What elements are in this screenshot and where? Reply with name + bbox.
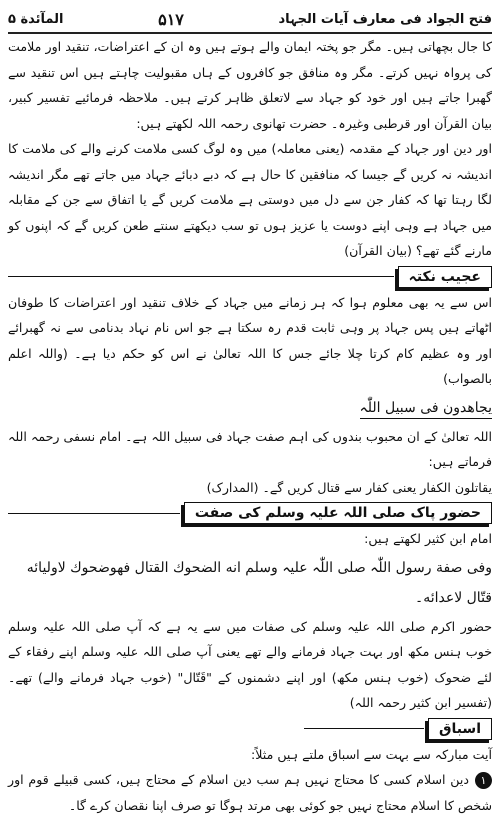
ayah-quote: یجاهدون فی سبیل اللّٰہ — [360, 400, 492, 419]
hadith-text-end: قتّال لاعدائه۔ — [415, 589, 492, 606]
list-item-1 — [8, 767, 492, 818]
paragraph-4: اللہ تعالیٰ کے ان محبوب بندوں کی اہم صفت جہاد فی سبیل اللہ ہے۔ امام نسفی رحمہ اللہ فرماتے ہیں: — [8, 428, 492, 469]
list-item-1-text: دین اسلام کسی کا محتاج نہیں ہم سب دین اسلام کے محتاج ہیں، کسی قبیلے قوم اور شخص کا اسلام محتاج نہیں جو کوئی بھی مرتد ہوگا تو صرف اپنا نقصان کرے گا۔ — [8, 772, 492, 813]
heading-nukta-label: عجیب نکتہ — [398, 266, 492, 288]
paragraph-3: اس سے یہ بھی معلوم ہوا کہ ہر زمانے میں جہاد کے خلاف تنقید اور اعتراضات کا طوفان اٹھاتے ہیں پس جہاد پر وہی ثابت قدم رہ سکتا ہے جو اس نام نہاد بدنامی سے نہ گھبرائے اور وہ عظیم کام کرتا چلا جائے جس کا اللہ تعالیٰ نے اس کو حکم دیا ہے۔ (واللہ اعلم بالصواب) — [8, 294, 492, 386]
heading-sifat-label: حضور پاک صلی اللہ علیہ وسلم کی صفت — [184, 502, 492, 524]
list-number-badge: ١ — [475, 772, 492, 789]
paragraph-2: اور دین اور جہاد کے مقدمہ (یعنی معاملہ) میں وہ لوگ کسی ملامت کرنے والے کی ملامت کا اندیشہ نہ کریں گے جیسا کہ منافقین کا حال ہے کہ دبے دبائے جہاد میں جاتے تھے مگر اندیشہ لگا رہتا تھا کہ کفار جن سے دل میں دوستی ہے ملامت کریں گے یا اتفاق سے جن کے مقابلہ میں جہاد ہے وہی اپنے دوست یا عزیز ہوں تو سب دیکھتے سنتے طعن کریں گے کہ اپنوں کو مارنے گئے تھے؟ (بیان القرآن) — [8, 141, 492, 258]
page-header — [8, 6, 492, 34]
paragraph-5: یقاتلون الکفار یعنی کفار سے قتال کریں گے۔ (المدارک) — [206, 479, 492, 495]
heading-rule — [304, 728, 424, 729]
paragraph-8: آیت مبارکہ سے بہت سے اسباق ملتے ہیں مثلاً: — [251, 746, 492, 762]
ayah-text — [8, 394, 492, 422]
heading-sifat — [8, 502, 492, 524]
paragraph-1: کا جال بچھاتی ہیں۔ مگر جو پختہ ایمان والے ہوتے ہیں وہ ان کے اعتراضات، تنقید اور ملامت کی پرواہ نہیں کرتے۔ مگر وہ منافق جو کافروں کے ہاں مقبولیت چاہتے ہیں اس تنقید سے گھبرا جاتے ہیں اور خود کو جہاد سے لاتعلق ظاہر کرتے ہیں۔ ملاحظہ فرمائیے تفسیر کبیر، بیان القرآن اور قرطبی وغیرہ۔ حضرت تھانوی رحمہ اللہ لکھتے ہیں: — [8, 39, 492, 131]
paragraph-7: حضور اکرم صلی اللہ علیہ وسلم کی صفات میں سے یہ ہے کہ آپ صلی اللہ علیہ وسلم خوب ہنس مکھ اور بہت جہاد فرمانے والے تھے یعنی آپ صلی اللہ علیہ وسلم اپنے رفقاء کے لئے ضحوک (خوب ہنس مکھ) اور اپنے دشمنوں کے "قَتّال" (خوب جہاد فرمانے والے) تھے۔ (تفسیر ابن کثیر رحمہ اللہ) — [8, 618, 492, 710]
heading-rule — [8, 276, 394, 277]
heading-rule — [8, 513, 180, 514]
page-number: ۵۱۷ — [158, 9, 184, 29]
heading-asbaq-label: اسباق — [428, 718, 492, 740]
paragraph-6: امام ابن کثیر لکھتے ہیں: — [364, 531, 492, 546]
book-title: فتح الجواد فی معارف آیات الجہاد — [278, 11, 492, 27]
hadith-text: وفی صفة رسول اللّٰہ صلی اللّٰہ علیہ وسلم انه الضحوك القتال فهوضحوك لاولیائه — [26, 559, 492, 576]
heading-asbaq — [8, 718, 492, 740]
heading-nukta — [8, 266, 492, 288]
chapter-title: المآئدة ۵ — [8, 11, 64, 27]
